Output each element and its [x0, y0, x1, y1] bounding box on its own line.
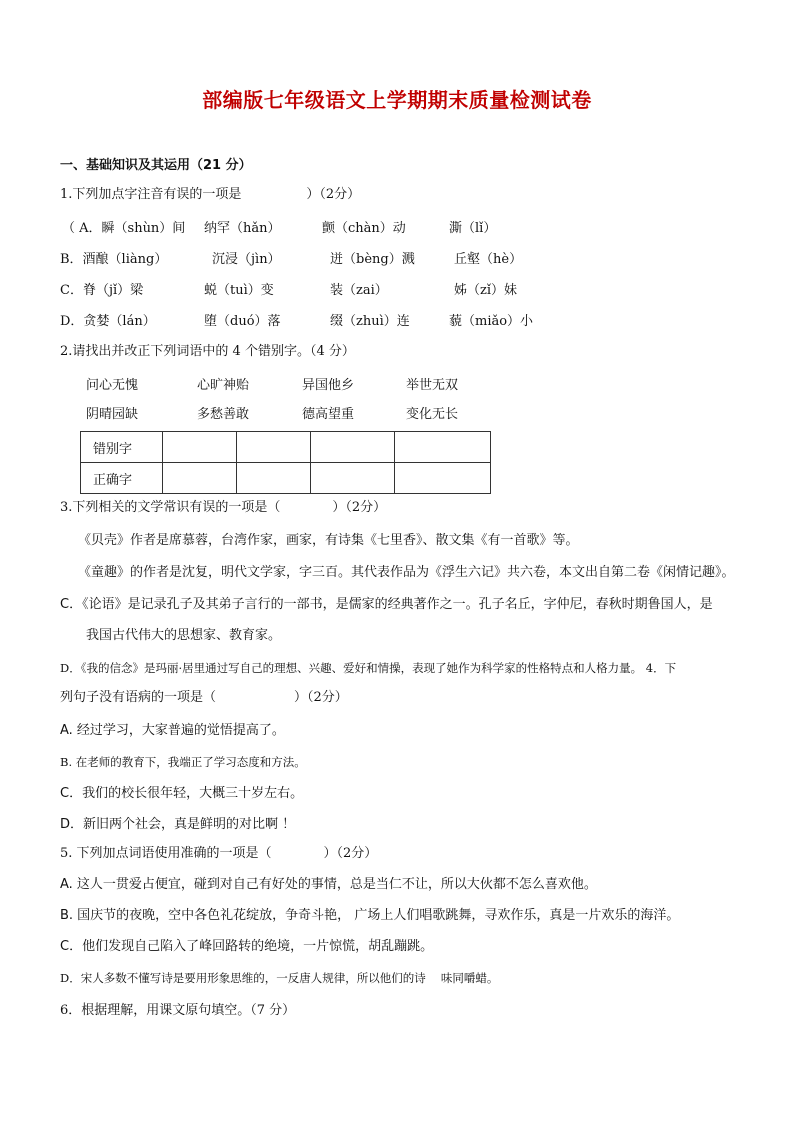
q4-stem: 列句子没有语病的一项是（ ）（2分）: [60, 690, 348, 705]
row-header-wrong: 错别字: [81, 432, 163, 463]
q1-row-c-2: 蜕（tuì）变: [204, 283, 274, 298]
q3-option-a: 《贝壳》作者是席慕蓉，台湾作家，画家，有诗集《七里香》、散文集《有一首歌》等。: [78, 533, 579, 548]
q1-row-b-2: 沉浸（jìn）: [212, 252, 281, 267]
q2-idiom: 阴晴园缺: [86, 407, 139, 422]
q1-row-b-4: 丘壑（hè）: [454, 252, 523, 267]
q2-idiom: 心旷神贻: [197, 378, 250, 393]
q1-row-a-4: 澌（lǐ）: [449, 221, 497, 236]
answer-cell[interactable]: [163, 463, 237, 494]
answer-cell[interactable]: [237, 463, 311, 494]
q5-option-d: D．宋人多数不懂写诗是要用形象思维的，一反唐人规律，所以他们的诗 味同嚼蜡。: [60, 971, 499, 985]
answer-cell[interactable]: [163, 432, 237, 463]
q2-idiom: 异国他乡: [302, 378, 355, 393]
q1-row-a-3: 颤（chàn）动: [322, 221, 406, 236]
q1-row-b-3: 迸（bèng）溅: [330, 252, 415, 267]
q4-option-d: D．新旧两个社会，真是鲜明的对比啊 ！: [60, 817, 296, 832]
q1-stem: 1.下列加点字注音有误的一项是 ）（2分）: [60, 187, 361, 202]
q1-row-c-1: C．脊（jǐ）梁: [60, 283, 144, 298]
answer-cell[interactable]: [237, 432, 311, 463]
q2-stem: 2.请找出并改正下列词语中的 4 个错别字。（4 分）: [60, 344, 355, 359]
answer-cell[interactable]: [395, 432, 491, 463]
q5-stem: 5. 下列加点词语使用准确的一项是（ ）（2分）: [60, 846, 378, 861]
q1-row-a-1: （ A．瞬（shùn）间: [62, 221, 186, 236]
q5-option-b: B. 国庆节的夜晚，空中各色礼花绽放，争奇斗艳， 广场上人们唱歌跳舞，寻欢作乐，真是一片欢乐的海洋。: [60, 908, 680, 923]
q6-stem: 6．根据理解，用课文原句填空。（7 分）: [60, 1003, 296, 1018]
q2-idiom: 德高望重: [302, 407, 355, 422]
q3-option-c-line2: 我国古代伟大的思想家、教育家。: [86, 628, 282, 643]
q4-option-c: C．我们的校长很年轻，大概三十岁左右。: [60, 786, 304, 801]
q3-option-c-line1: C．《论语》是记录孔子及其弟子言行的一部书，是儒家的经典著作之一。孔子名丘，字仲尼，春秋时期鲁国人，是: [60, 597, 713, 612]
q5-option-a: A. 这人一贯爱占便宜，碰到对自己有好处的事情，总是当仁不让，所以大伙都不怎么喜欢他。: [60, 877, 597, 892]
section-heading: 一、基础知识及其运用（21 分）: [60, 158, 252, 173]
q1-row-c-3: 装（zai）: [330, 283, 388, 298]
q1-row-c-4: 姊（zǐ）妹: [454, 283, 518, 298]
q1-row-d-3: 缀（zhuì）连: [330, 314, 410, 329]
q3-option-d-line1: D．《我的信念》是玛丽·居里通过写自己的理想、兴趣、爱好和情操，表现了她作为科学家的性格特点和人格力量。 4．下: [60, 661, 677, 675]
table-row: [81, 463, 491, 494]
answer-cell[interactable]: [311, 432, 395, 463]
q1-row-b-1: B．酒酿（liàng）: [60, 252, 168, 267]
q2-idiom: 多愁善敢: [197, 407, 250, 422]
page-title: 部编版七年级语文上学期期末质量检测试卷: [202, 88, 592, 112]
q5-option-c: C．他们发现自己陷入了峰回路转的绝境，一片惊慌，胡乱蹦跳。: [60, 939, 434, 954]
row-header-correct: 正确字: [81, 463, 163, 494]
q1-row-d-2: 堕（duó）落: [204, 314, 281, 329]
q4-option-a: A. 经过学习，大家普遍的觉悟提高了。: [60, 723, 285, 738]
q1-row-a-2: 纳罕（hǎn）: [204, 221, 281, 236]
q3-option-b: 《童趣》的作者是沈复，明代文学家，字三百。其代表作品为《浮生六记》共六卷，本文出自第二卷《闲情记趣》。: [78, 565, 735, 580]
q1-row-d-4: 藐（miǎo）小: [449, 314, 534, 329]
q2-idiom: 变化无长: [406, 407, 459, 422]
q3-stem: 3.下列相关的文学常识有误的一项是（ ）（2分）: [60, 500, 387, 515]
answer-cell[interactable]: [395, 463, 491, 494]
q2-idiom: 问心无愧: [86, 378, 139, 393]
table-row: [81, 432, 491, 463]
q2-idiom: 举世无双: [406, 378, 459, 393]
q4-option-b: B. 在老师的教育下，我端正了学习态度和方法。: [60, 755, 306, 769]
q1-row-d-1: D．贪婪（lán）: [60, 314, 156, 329]
typo-correction-table: [80, 431, 491, 494]
answer-cell[interactable]: [311, 463, 395, 494]
